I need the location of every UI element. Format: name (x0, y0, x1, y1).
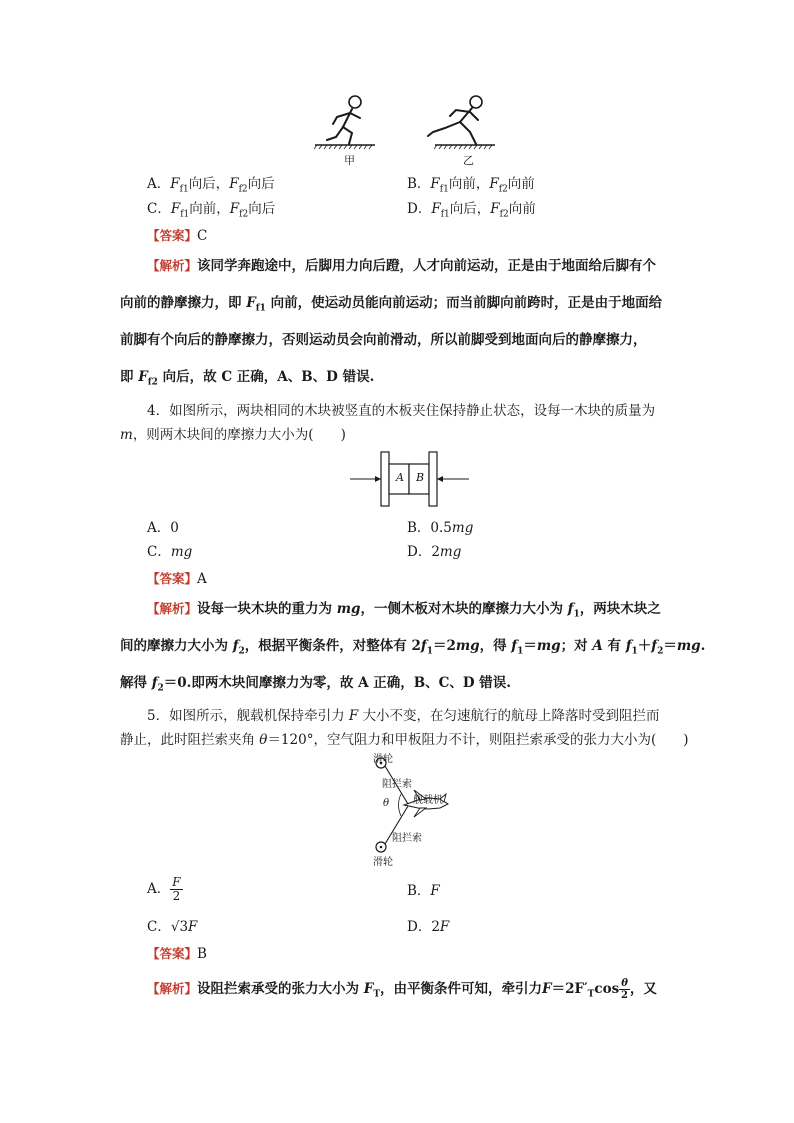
q4-option-c: C．mg (147, 544, 193, 560)
q4-stem-line-1: 4．如图所示，两块相同的木块被竖直的木板夹住保持静止状态，设每一木块的质量为 (147, 403, 656, 419)
q4-stem-line-2: m，则两木块间的摩擦力大小为( ) (120, 427, 346, 443)
q5-answer: 【答案】B (147, 946, 207, 962)
q3-answer: 【答案】C (147, 228, 208, 244)
q4-option-b: B．0.5mg (407, 520, 474, 536)
q5-option-a: A． $\frac{F}{2}$ (147, 875, 181, 903)
blocks-figure (345, 450, 475, 510)
q5-option-c: C．√3F (147, 919, 198, 935)
cable-top-label: 阻拦索 (382, 779, 412, 790)
q3-option-a: A．$F_{f1}$向后，$F_{f2}$向后 (147, 176, 275, 195)
figure-label-yi: 乙 (463, 154, 474, 167)
q4-answer: 【答案】A (147, 571, 207, 587)
block-b-label: B (416, 471, 425, 484)
q5-analysis-line-1: 【解析】设阻拦索承受的张力大小为 $F_T$，由平衡条件可知，牵引力$F=2F'_T\cos$ $\frac{\theta}{2}$ ，又 (147, 978, 657, 1001)
q5-option-b: B．F (407, 883, 440, 899)
runner-jia (327, 96, 361, 144)
q3-analysis-line-2: 向前的静摩擦力，即 $F_{f1}$ 向前，使运动员能向前运动；而当前脚向前跨时，正是由于地面给 (120, 295, 663, 314)
runner-yi (428, 96, 482, 144)
q4-option-a: A．0 (147, 520, 179, 536)
q3-analysis-line-1: 【解析】该同学奔跑途中，后脚用力向后蹬，人才向前运动，正是由于地面给后脚有个 (147, 258, 657, 274)
pulley-top-label: 滑轮 (373, 754, 393, 765)
q4-analysis-line-2: 间的摩擦力大小为 $f_2$，根据平衡条件，对整体有 $2f_1=2mg$，得 $f_1=mg$；对 A 有 $f_1+f_2=mg$. (120, 638, 706, 657)
q5-option-d: D．2F (407, 919, 450, 935)
theta-label: θ (383, 798, 390, 809)
cable-bottom-label: 阻拦索 (392, 833, 422, 844)
block-a-label: A (396, 471, 404, 484)
q4-option-d: D．2mg (407, 544, 462, 560)
pulley-bottom-label: 滑轮 (373, 857, 393, 868)
figure-label-jia: 甲 (344, 154, 355, 167)
q4-analysis-line-1: 【解析】设每一块木块的重力为 mg，一侧木板对木块的摩擦力大小为 $f_1$，两块木块之 (147, 601, 661, 620)
q5-stem-line-2: 静止，此时阻拦索夹角 θ＝120°，空气阻力和甲板阻力不计，则阻拦索承受的张力大小为( ) (120, 732, 689, 748)
q3-option-d: D．$F_{f1}$向后，$F_{f2}$向前 (407, 201, 536, 220)
q3-option-c: C．$F_{f1}$向前，$F_{f2}$向后 (147, 201, 276, 220)
q5-stem-line-1: 5．如图所示，舰载机保持牵引力 F 大小不变，在匀速航行的航母上降落时受到阻拦而 (147, 708, 660, 724)
plane-label: 舰载机 (413, 795, 443, 806)
runners-figure (300, 92, 520, 170)
q3-analysis-line-3: 前脚有个向后的静摩擦力，否则运动员会向前滑动，所以前脚受到地面向后的静摩擦力， (120, 332, 647, 348)
q4-analysis-line-3: 解得 $f_2=0$.即两木块间摩擦力为零，故 A 正确，B、C、D 错误. (120, 675, 512, 694)
q3-analysis-line-4: 即 $F_{f2}$ 向后，故 C 正确，A、B、D 错误. (120, 369, 375, 388)
q3-option-b: B．$F_{f1}$向前，$F_{f2}$向前 (407, 176, 535, 195)
